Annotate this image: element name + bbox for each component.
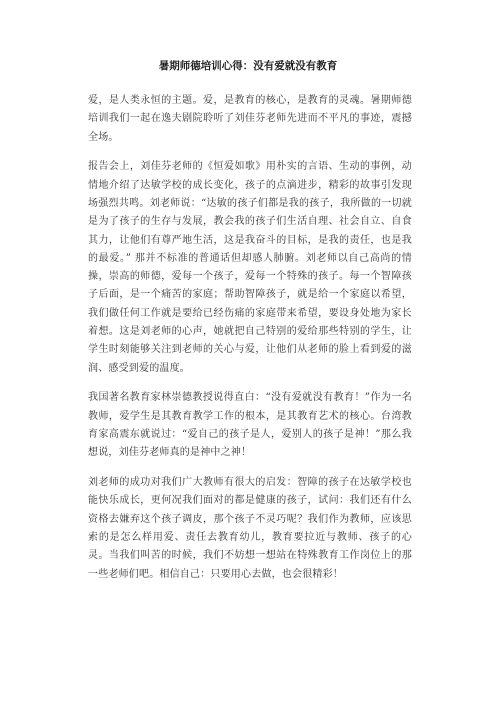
document-body: [88, 92, 412, 595]
paragraph: 刘老师的成功对我们广大教师有很大的启发：智障的孩子在达敏学校也能快乐成长，更何况我们面对的都是健康的孩子，试问：我们还有什么资格去嫌弃这个孩子调皮，那个孩子不灵巧呢？我们作为教师，应该思索的是怎么样用爱、责任去教育幼儿，教育要拉近与教师、孩子的心灵。当我们叫苦的时候，我们不妨想一想站在特殊教育工作岗位上的那一些老师们吧。相信自己：只要用心去做，也会很精彩！: [88, 477, 412, 580]
paragraph: 报告会上，刘佳芬老师的《恒爱如歌》用朴实的言语、生动的事例，动情地介绍了达敏学校的成长变化，孩子的点滴进步，精彩的故事引发现场强烈共鸣。刘老师说：“达敏的孩子们都是我的孩子，我所做的一切就是为了孩子的生存与发展，教会我的孩子们生活自理、社会自立、自食其力，让他们有尊严地生活，这是我奋斗的目标，是我的责任，也是我的最爱。” 那并不标准的普通话但却感人肺腑。刘老师以自己高尚的情操，崇高的师德，爱每一个孩子，爱每一个特殊的孩子。每一个智障孩子后面，是一个痛苦的家庭；帮助智障孩子，就是给一个家庭以希望，我们做任何工作就是要给已经伤痛的家庭带来希望，要设身处地为家长着想。这是刘老师的心声，她就把自己特别的爱给那些特别的学生，让学生时刻能够关注到老师的关心与爱，让他们从老师的脸上看到爱的滋润、感受到爱的温度。: [88, 161, 412, 374]
document-title: 暑期师德培训心得：没有爱就没有教育: [158, 60, 338, 72]
paragraph: 我国著名教育家林崇德教授说得直白：“没有爱就没有教育！”作为一名教师，爱学生是其教育教学工作的根本，是其教育艺术的核心。台湾教育家高震东就说过：“爱自己的孩子是人，爱别人的孩子是神！”那么我想说，刘佳芬老师真的是神中之神！: [88, 392, 412, 459]
paragraph: 爱，是人类永恒的主题。爱，是教育的核心，是教育的灵魂。暑期师德培训我们一起在逸夫剧院聆听了刘佳芬老师先进而不平凡的事迹，震撼全场。: [88, 95, 412, 143]
